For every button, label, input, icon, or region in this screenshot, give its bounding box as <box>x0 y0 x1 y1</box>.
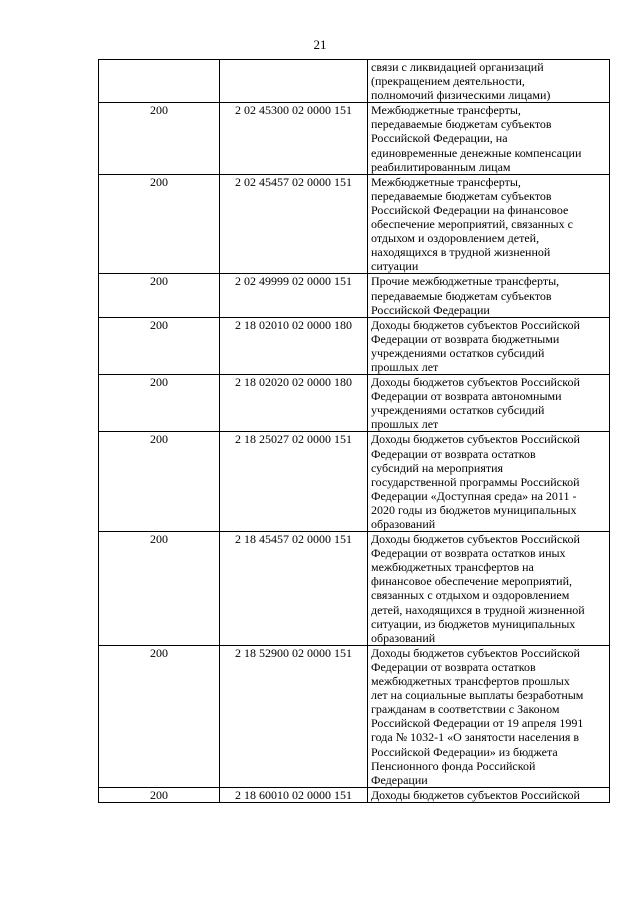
description-line: детей, находящихся в трудной жизненной <box>371 602 585 617</box>
description-line: учреждениями остатков субсидий <box>371 345 545 360</box>
table-row <box>99 274 610 317</box>
description-line: отдыхом и оздоровлением детей, <box>371 231 540 246</box>
table-row <box>99 645 610 787</box>
description-line: Доходы бюджетов субъектов Российской <box>371 375 580 390</box>
table-row <box>99 375 610 432</box>
description-line: Федерации от возврата остатков <box>371 446 536 461</box>
description-cell <box>368 645 610 787</box>
description-line: прошлых лет <box>371 359 439 374</box>
description-cell <box>368 274 610 317</box>
description-line: Прочие межбюджетные трансферты, <box>371 274 560 289</box>
description-cell <box>368 375 610 432</box>
description-line: года № 1032-1 «О занятости населения в <box>371 730 580 745</box>
description-line: ситуации, из бюджетов муниципальных <box>371 616 576 631</box>
description-line: Федерации <box>371 772 428 787</box>
description-line: ситуации <box>371 259 419 274</box>
description-line: Доходы бюджетов субъектов Российской <box>371 432 580 447</box>
table-body <box>99 60 610 803</box>
description-line: Федерации от возврата остатков <box>371 659 536 674</box>
description-line: единовременные денежные компенсации <box>371 145 582 160</box>
budget-code-cell: 2 18 60010 02 0000 151 <box>220 787 368 802</box>
description-line: Доходы бюджетов субъектов Российской <box>371 532 580 547</box>
budget-code-cell: 2 02 45457 02 0000 151 <box>220 174 368 274</box>
description-line: Федерации от возврата автономными <box>371 389 562 404</box>
description-cell <box>368 103 610 174</box>
description-line: Межбюджетные трансферты, <box>371 103 521 118</box>
budget-code-cell: 2 18 45457 02 0000 151 <box>220 532 368 646</box>
budget-code-cell: 2 18 02010 02 0000 180 <box>220 317 368 374</box>
admin-code-cell: 200 <box>99 645 220 787</box>
description-line: связи с ликвидацией организаций <box>371 60 544 74</box>
description-line: Российской Федерации, на <box>371 131 508 146</box>
description-line: полномочий физическими лицами) <box>371 88 551 103</box>
description-line: Пенсионного фонда Российской <box>371 758 536 773</box>
description-cell <box>368 60 610 103</box>
description-line: Федерации от возврата остатков иных <box>371 546 566 561</box>
description-line: передаваемые бюджетам субъектов <box>371 288 552 303</box>
budget-code-cell: 2 18 02020 02 0000 180 <box>220 375 368 432</box>
description-cell <box>368 532 610 646</box>
admin-code-cell: 200 <box>99 432 220 532</box>
description-line: Межбюджетные трансферты, <box>371 174 521 189</box>
table-row <box>99 103 610 174</box>
description-line: субсидий на мероприятия <box>371 460 504 475</box>
description-line: Российской Федерации» из бюджета <box>371 744 558 759</box>
table-row <box>99 532 610 646</box>
description-line: Российской Федерации от 19 апреля 1991 <box>371 716 584 731</box>
admin-code-cell: 200 <box>99 317 220 374</box>
description-line: связанных с отдыхом и оздоровлением <box>371 588 570 603</box>
description-line: Российской Федерации на финансовое <box>371 202 569 217</box>
description-line: обеспечение мероприятий, связанных с <box>371 217 573 232</box>
description-line: образований <box>371 517 436 531</box>
description-line: государственной программы Российской <box>371 474 580 489</box>
description-line: гражданам в соответствии с Законом <box>371 702 560 717</box>
admin-code-cell: 200 <box>99 103 220 174</box>
description-line: (прекращением деятельности, <box>371 74 525 89</box>
admin-code-cell: 200 <box>99 375 220 432</box>
description-line: лет на социальные выплаты безработным <box>371 688 584 703</box>
admin-code-cell: 200 <box>99 174 220 274</box>
description-line: финансовое обеспечение мероприятий, <box>371 574 572 589</box>
budget-code-cell: 2 18 52900 02 0000 151 <box>220 645 368 787</box>
description-line: 2020 годы из бюджетов муниципальных <box>371 502 577 517</box>
description-line: Доходы бюджетов субъектов Российской <box>371 787 580 802</box>
budget-code-cell: 2 02 45300 02 0000 151 <box>220 103 368 174</box>
page-number: 21 <box>313 37 327 52</box>
budget-code-cell: 2 02 49999 02 0000 151 <box>220 274 368 317</box>
description-line: находящихся в трудной жизненной <box>371 245 551 260</box>
description-cell <box>368 317 610 374</box>
description-line: Доходы бюджетов субъектов Российской <box>371 645 580 660</box>
budget-code-cell <box>220 60 368 103</box>
description-cell <box>368 432 610 532</box>
admin-code-cell: 200 <box>99 532 220 646</box>
description-line: реабилитированным лицам <box>371 159 511 174</box>
description-cell <box>368 787 610 802</box>
table-row <box>99 432 610 532</box>
description-line: межбюджетных трансфертов прошлых <box>371 674 570 689</box>
table-row <box>99 787 610 802</box>
table-row <box>99 317 610 374</box>
description-line: образований <box>371 630 436 645</box>
description-line: Федерации «Доступная среда» на 2011 - <box>371 488 577 503</box>
table-row <box>99 60 610 103</box>
description-line: передаваемые бюджетам субъектов <box>371 117 552 132</box>
admin-code-cell: 200 <box>99 787 220 802</box>
budget-code-cell: 2 18 25027 02 0000 151 <box>220 432 368 532</box>
description-line: Доходы бюджетов субъектов Российской <box>371 317 580 332</box>
description-line: учреждениями остатков субсидий <box>371 403 545 418</box>
description-cell <box>368 174 610 274</box>
admin-code-cell: 200 <box>99 274 220 317</box>
description-line: передаваемые бюджетам субъектов <box>371 188 552 203</box>
description-line: прошлых лет <box>371 417 439 432</box>
description-line: Федерации от возврата бюджетными <box>371 331 560 346</box>
budget-codes-table <box>98 59 610 803</box>
admin-code-cell <box>99 60 220 103</box>
description-line: Российской Федерации <box>371 302 490 317</box>
description-line: межбюджетных трансфертов на <box>371 560 534 575</box>
table-row <box>99 174 610 274</box>
